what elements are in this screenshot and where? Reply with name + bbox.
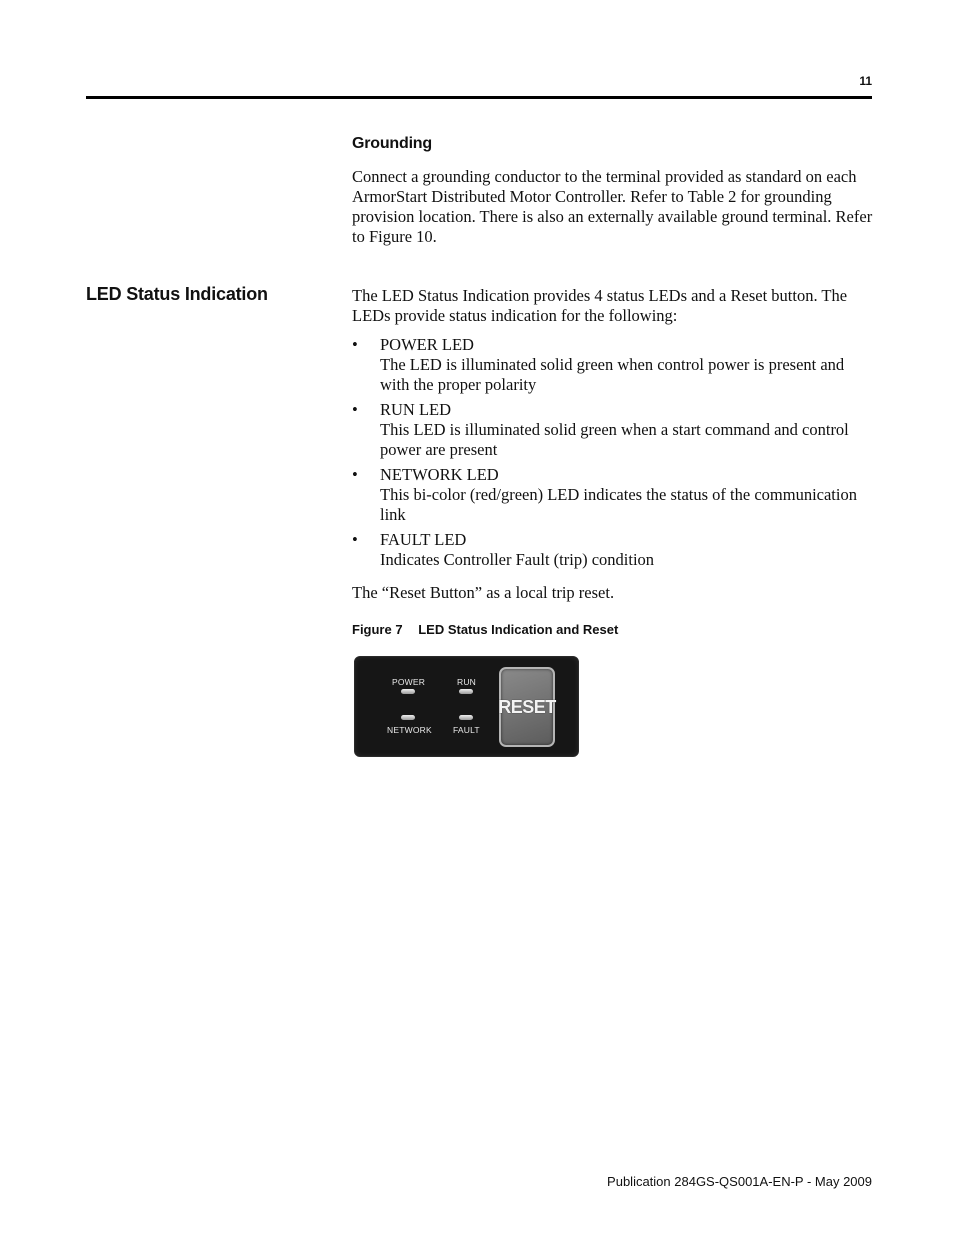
bullet-title: FAULT LED: [380, 530, 467, 549]
bullet-description: The LED is illuminated solid green when control power is present and with the proper polarity: [380, 355, 845, 394]
led-bullet-list: [352, 335, 874, 575]
grounding-paragraph: Connect a grounding conductor to the terminal provided as standard on each ArmorStart Distributed Motor Controller. Refer to Table 2 for grounding provision location. There is also an externally available ground terminal. Refer to Figure 10.: [352, 167, 873, 246]
power-label: POWER: [392, 677, 426, 687]
page-number: 11: [859, 74, 872, 88]
bullet-title: RUN LED: [380, 400, 452, 419]
bullet-description: This LED is illuminated solid green when a start command and control power are present: [380, 420, 849, 459]
run-led-indicator: [459, 689, 473, 694]
footer-publication: Publication 284GS-QS001A-EN-P - May 2009: [607, 1174, 872, 1189]
bullet-run-led: [352, 400, 874, 460]
bullet-fault-led: [352, 530, 874, 570]
bullet-dot: •: [352, 465, 358, 484]
reset-note: The “Reset Button” as a local trip reset.: [352, 583, 615, 602]
bullet-network-led: [352, 465, 874, 525]
fault-label: FAULT: [453, 725, 480, 735]
network-label: NETWORK: [387, 725, 432, 735]
bullet-power-led: [352, 335, 874, 395]
figure-title: LED Status Indication and Reset: [418, 622, 619, 637]
grounding-heading: Grounding: [352, 135, 432, 152]
bullet-description: Indicates Controller Fault (trip) condition: [380, 550, 655, 569]
reset-button-label: RESET: [498, 696, 556, 717]
reset-button[interactable]: [499, 667, 555, 747]
run-label: RUN: [457, 677, 477, 687]
bullet-title: NETWORK LED: [380, 465, 499, 484]
led-section-heading: LED Status Indication: [86, 284, 268, 304]
fault-led-indicator: [459, 715, 473, 720]
bullet-dot: •: [352, 530, 358, 549]
figure-number: Figure 7: [352, 622, 403, 637]
figure-caption: [352, 622, 618, 637]
bullet-dot: •: [352, 400, 358, 419]
bullet-dot: •: [352, 335, 358, 354]
bullet-title: POWER LED: [380, 335, 474, 354]
header-rule: [86, 96, 872, 99]
network-led-indicator: [401, 715, 415, 720]
led-intro-paragraph: The LED Status Indication provides 4 status LEDs and a Reset button. The LEDs provide status indication for the following:: [352, 286, 848, 325]
led-panel-image: [354, 656, 579, 757]
power-led-indicator: [401, 689, 415, 694]
bullet-description: This bi-color (red/green) LED indicates the status of the communication link: [380, 485, 857, 524]
